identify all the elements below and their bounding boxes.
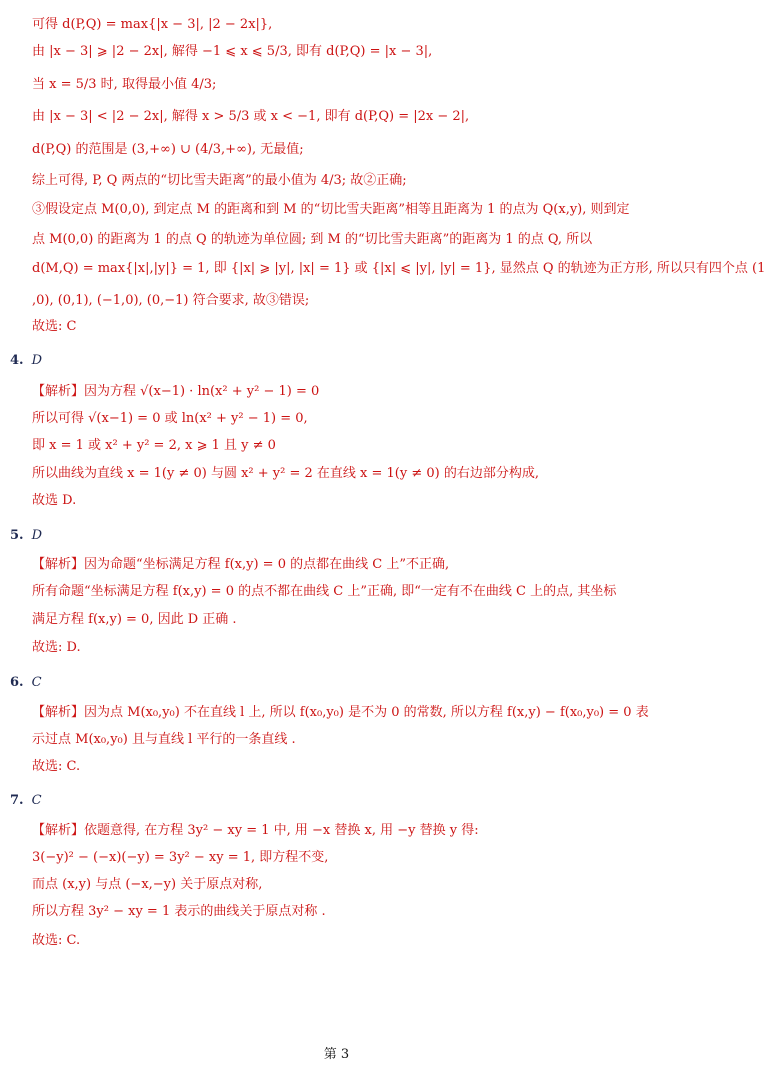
text-line: 满足方程 f(x,y) = 0, 因此 D 正确 . — [32, 612, 237, 627]
text-line: 故选: D. — [32, 640, 81, 655]
page-number: 第 3 — [323, 1047, 350, 1062]
text-line: ,0), (0,1), (−1,0), (0,−1) 符合要求, 故③错误; — [32, 293, 310, 308]
text-line: 示过点 M(x₀,y₀) 且与直线 l 平行的一条直线 . — [32, 732, 296, 747]
question-answer — [10, 793, 42, 808]
answer-letter: C — [31, 793, 42, 808]
text-line: 【解析】因为点 M(x₀,y₀) 不在直线 l 上, 所以 f(x₀,y₀) 是不为 0 的常数, 所以方程 f(x,y) − f(x₀,y₀) = 0 表 — [32, 705, 649, 720]
text-line: 点 M(0,0) 的距离为 1 的点 Q 的轨迹为单位圆; 到 M 的“切比雪夫距离”的距离为 1 的点 Q, 所以 — [32, 232, 593, 247]
text-line: 所以可得 √(x−1) = 0 或 ln(x² + y² − 1) = 0, — [32, 411, 308, 426]
text-line: 所以曲线为直线 x = 1(y ≠ 0) 与圆 x² + y² = 2 在直线 x = 1(y ≠ 0) 的右边部分构成, — [32, 466, 539, 481]
text-line: 【解析】因为方程 √(x−1) · ln(x² + y² − 1) = 0 — [32, 384, 320, 399]
text-line: 故选: C. — [32, 933, 81, 948]
question-number: 6. — [10, 675, 24, 690]
question-answer — [10, 675, 42, 690]
text-line: 故选: C — [32, 319, 77, 334]
question-number: 7. — [10, 793, 24, 808]
question-answer — [10, 353, 42, 368]
question-number: 4. — [10, 353, 24, 368]
text-line: 所有命题“坐标满足方程 f(x,y) = 0 的点不都在曲线 C 上”正确, 即“一定有不在曲线 C 上的点, 其坐标 — [32, 584, 617, 599]
text-line: 故选 D. — [32, 493, 77, 508]
text-line: 由 |x − 3| ⩾ |2 − 2x|, 解得 −1 ⩽ x ⩽ 5/3, 即有 d(P,Q) = |x − 3|, — [32, 44, 433, 59]
text-line: 综上可得, P, Q 两点的“切比雪夫距离”的最小值为 4/3; 故②正确; — [32, 173, 407, 188]
text-line: 【解析】因为命题“坐标满足方程 f(x,y) = 0 的点都在曲线 C 上”不正确, — [32, 557, 450, 572]
answer-letter: D — [31, 528, 43, 543]
text-line: 即 x = 1 或 x² + y² = 2, x ⩾ 1 且 y ≠ 0 — [32, 438, 276, 453]
answer-letter: C — [31, 675, 42, 690]
text-line: ③假设定点 M(0,0), 到定点 M 的距离和到 M 的“切比雪夫距离”相等且距离为 1 的点为 Q(x,y), 则到定 — [32, 202, 630, 217]
answer-letter: D — [31, 353, 43, 368]
question-answer — [10, 528, 42, 543]
text-line: 3(−y)² − (−x)(−y) = 3y² − xy = 1, 即方程不变, — [32, 850, 329, 865]
text-line: 而点 (x,y) 与点 (−x,−y) 关于原点对称, — [32, 877, 263, 892]
text-line: 所以方程 3y² − xy = 1 表示的曲线关于原点对称 . — [32, 904, 326, 919]
question-number: 5. — [10, 528, 24, 543]
text-line: 故选: C. — [32, 759, 81, 774]
text-line: 由 |x − 3| < |2 − 2x|, 解得 x > 5/3 或 x < −1, 即有 d(P,Q) = |2x − 2|, — [32, 109, 470, 124]
text-line: 可得 d(P,Q) = max{|x − 3|, |2 − 2x|}, — [32, 17, 273, 32]
text-line: 【解析】依题意得, 在方程 3y² − xy = 1 中, 用 −x 替换 x, 用 −y 替换 y 得: — [32, 823, 479, 838]
text-line: d(M,Q) = max{|x|,|y|} = 1, 即 {|x| ⩾ |y|, |x| = 1} 或 {|x| ⩽ |y|, |y| = 1}, 显然点 Q 的轨迹为正方形, 所以只有四个点 (1 — [32, 261, 765, 276]
text-line: d(P,Q) 的范围是 (3,+∞) ∪ (4/3,+∞), 无最值; — [32, 142, 304, 157]
text-line: 当 x = 5/3 时, 取得最小值 4/3; — [32, 77, 217, 92]
